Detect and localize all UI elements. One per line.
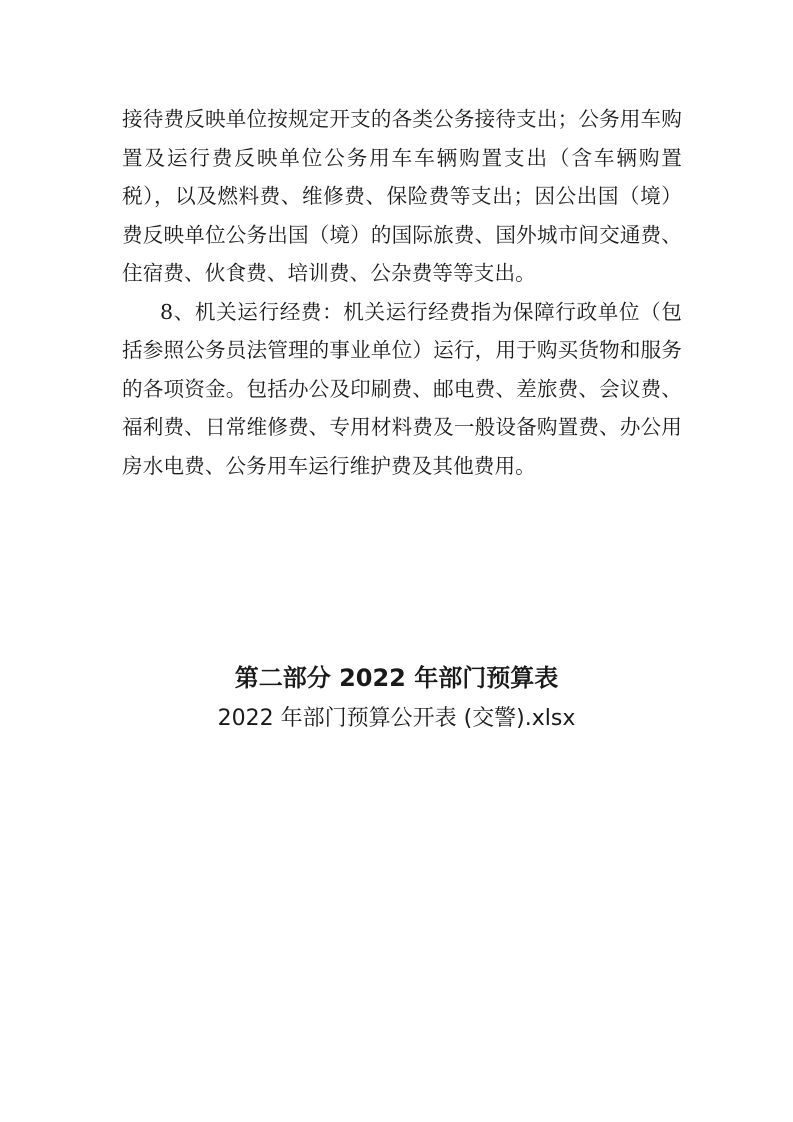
paragraph-reception-expenses: 接待费反映单位按规定开支的各类公务接待支出；公务用车购置及运行费反映单位公务用车车辆购置支出（含车辆购置税），以及燃料费、维修费、保险费等支出；因公出国（境）费反映单位公务出国（境）的国际旅费、国外城市间交通费、住宿费、伙食费、培训费、公杂费等等支出。 (122, 107, 682, 285)
body-text (122, 100, 682, 485)
part-heading: 第二部分 2022 年部门预算表 (234, 664, 559, 692)
attachment-file-link[interactable]: 2022 年部门预算公开表 (交警).xlsx (217, 706, 576, 731)
paragraph-operating-expenses: 8、机关运行经费：机关运行经费指为保障行政单位（包括参照公务员法管理的事业单位）运行，用于购买货物和服务的各项资金。包括办公及印刷费、邮电费、差旅费、会议费、福利费、日常维修费、专用材料费及一般设备购置费、办公用房水电费、公务用车运行维护费及其他费用。 (122, 299, 682, 478)
